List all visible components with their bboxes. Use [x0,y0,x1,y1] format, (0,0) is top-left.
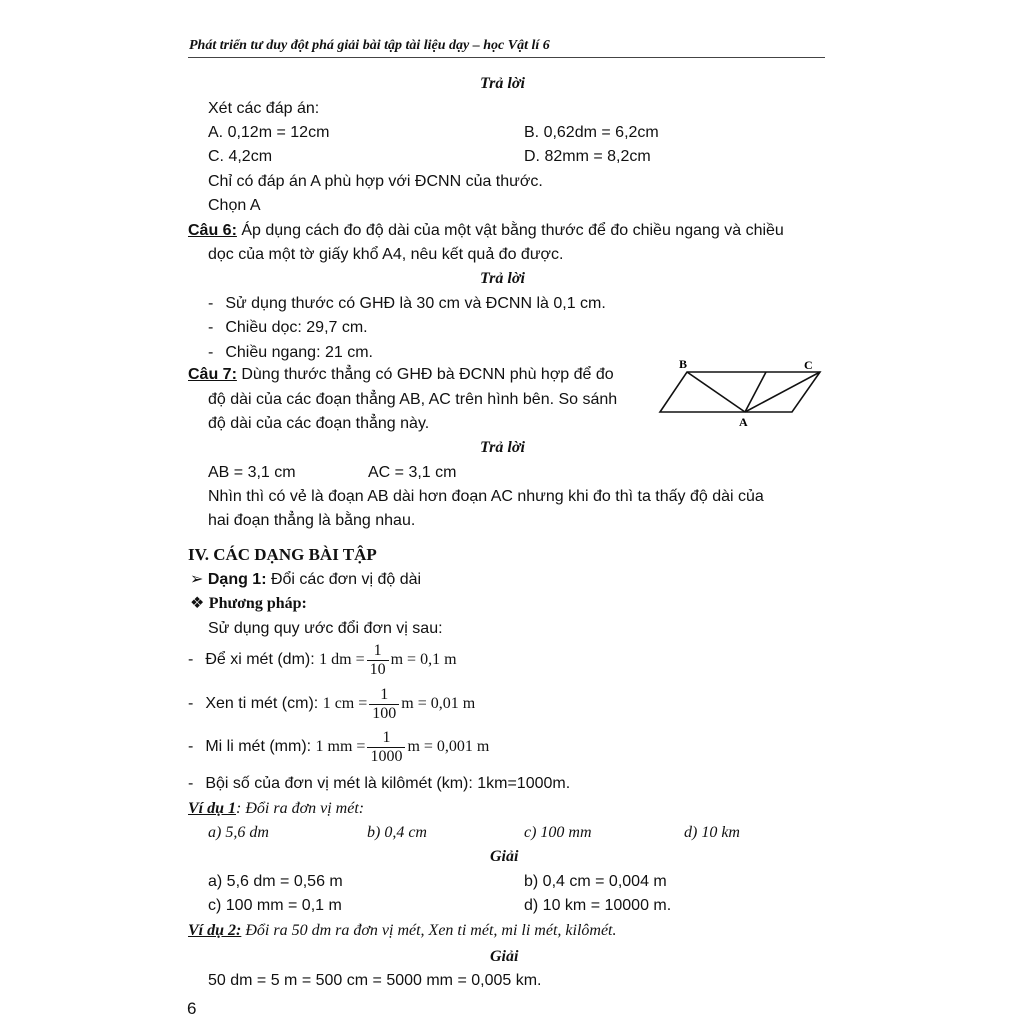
fraction-1-100 [369,686,399,723]
ex1-item-b: b) 0,4 cm [367,824,427,841]
q7-ac-result: AC = 3,1 cm [368,464,457,481]
ex1-item-a: a) 5,6 dm [208,824,269,841]
diamond-bullet-icon: ❖ [190,595,205,612]
label-a: A [739,415,748,429]
ex1-item-c: c) 100 mm [524,824,592,841]
header-rule [188,57,825,58]
conv-mm-left: 1 mm = [315,738,366,756]
q7-comment-line1: Nhìn thì có vẻ là đoạn AB dài hơn đoạn AC nhưng khi đo thì ta thấy độ dài của [208,488,764,505]
q6-bullet-1-text: Sử dụng thước có GHĐ là 30 cm và ĐCNN là 0,1 cm. [225,295,606,312]
fraction-numerator: 1 [367,642,389,661]
dash: - [188,695,194,713]
conv-mm [188,729,489,766]
conv-dm-left: 1 dm = [319,651,365,669]
conv-mm-right: m = 0,001 m [407,738,490,756]
dash: - [188,775,194,792]
fraction-1-1000 [367,729,405,766]
fraction-numerator: 1 [367,729,405,748]
q6-text1: Áp dụng cách đo độ dài của một vật bằng thước để đo chiều ngang và chiều [236,222,784,239]
q6-bullet-2-text: Chiều dọc: 29,7 cm. [225,319,368,336]
example-2-text: Đổi ra 50 dm ra đơn vị mét, Xen ti mét, mi li mét, kilômét. [241,922,617,939]
q6-question-line2: dọc của một tờ giấy khổ A4, nêu kết quả đo được. [208,246,564,263]
q7-answer-heading: Trả lời [480,439,525,456]
q5-answer-heading: Trả lời [480,75,525,92]
q5-conclusion: Chỉ có đáp án A phù hợp với ĐCNN của thước. [208,173,543,190]
q7-question-line2: độ dài của các đoạn thẳng AB, AC trên hình bên. So sánh [208,391,618,408]
example-2-label: Ví dụ 2: [188,922,242,939]
q5-choice: Chọn A [208,197,261,214]
conv-dm [188,642,457,679]
fraction-numerator: 1 [369,686,399,705]
q6-bullet-1 [208,294,606,314]
fraction-denominator: 1000 [370,748,403,765]
ex1-answer-b: b) 0,4 cm = 0,004 m [524,873,667,890]
dash: - [208,344,214,361]
q7-ab-result: AB = 3,1 cm [208,464,296,481]
conv-cm [188,686,475,723]
q7-text1: Dùng thước thẳng có GHĐ bà ĐCNN phù hợp để đo [236,366,614,383]
fraction-1-10 [367,642,389,679]
method-line [190,594,307,614]
conv-dm-label: Để xi mét (dm): [205,651,320,669]
parallelogram-shape [660,372,820,412]
conv-cm-right: m = 0,01 m [401,695,476,713]
dang1-line [190,570,421,590]
conv-cm-label: Xen ti mét (cm): [205,695,323,713]
conv-cm-left: 1 cm = [322,695,368,713]
running-header: Phát triển tư duy đột phá giải bài tập tài liệu dạy – học Vật lí 6 [189,38,550,53]
q7-label: Câu 7: [188,366,237,383]
q5-option-a: A. 0,12m = 12cm [208,124,330,141]
ex1-answer-c: c) 100 mm = 0,1 m [208,897,342,914]
dash: - [208,295,214,312]
q7-question-line3: độ dài của các đoạn thẳng này. [208,415,430,432]
q5-option-d: D. 82mm = 8,2cm [524,148,651,165]
section-4-title: IV. CÁC DẠNG BÀI TẬP [188,545,377,564]
q6-bullet-3-text: Chiều ngang: 21 cm. [225,344,373,361]
q5-option-b: B. 0,62dm = 6,2cm [524,124,659,141]
segment-ab [687,372,745,412]
q6-answer-heading: Trả lời [480,270,525,287]
ex1-answer-d: d) 10 km = 10000 m. [524,897,672,914]
q6-label: Câu 6: [188,222,237,239]
dash: - [188,738,194,756]
label-c: C [804,358,813,372]
dang1-text: Đổi các đơn vị độ dài [266,571,422,588]
fraction-denominator: 100 [372,705,397,722]
ex1-solution-heading: Giải [490,848,519,865]
q5-intro: Xét các đáp án: [208,100,320,117]
ex1-answer-a: a) 5,6 dm = 0,56 m [208,873,343,890]
ex2-answer: 50 dm = 5 m = 500 cm = 5000 mm = 0,005 km. [208,972,542,989]
arrow-bullet-icon: ➢ [190,571,204,588]
label-b: B [679,357,688,371]
q6-question-line1 [188,221,784,241]
example-1-label: Ví dụ 1 [188,800,237,817]
ex2-solution-heading: Giải [490,948,519,965]
conv-km [188,774,570,794]
triangle-figure [655,352,830,432]
method-label: Phương pháp: [208,595,307,612]
q6-bullet-2 [208,318,368,338]
page-number: 6 [187,999,197,1018]
conv-mm-label: Mi li mét (mm): [205,738,316,756]
fraction-denominator: 10 [369,661,386,678]
multiple-text: Bội số của đơn vị mét là kilômét (km): 1km=1000m. [205,775,571,792]
method-intro: Sử dụng quy ước đổi đơn vị sau: [208,620,443,637]
q5-option-c: C. 4,2cm [208,148,273,165]
conv-dm-right: m = 0,1 m [390,651,457,669]
dash: - [188,651,194,669]
ex1-item-d: d) 10 km [684,824,740,841]
q7-comment-line2: hai đoạn thẳng là bằng nhau. [208,512,416,529]
q7-question-line1 [188,365,614,385]
dash: - [208,319,214,336]
dang1-label: Dạng 1: [207,571,267,588]
example-1-text: : Đổi ra đơn vị mét: [236,800,365,817]
q6-bullet-3 [208,343,373,363]
example-1-line [188,799,364,819]
example-2-line [188,921,617,941]
